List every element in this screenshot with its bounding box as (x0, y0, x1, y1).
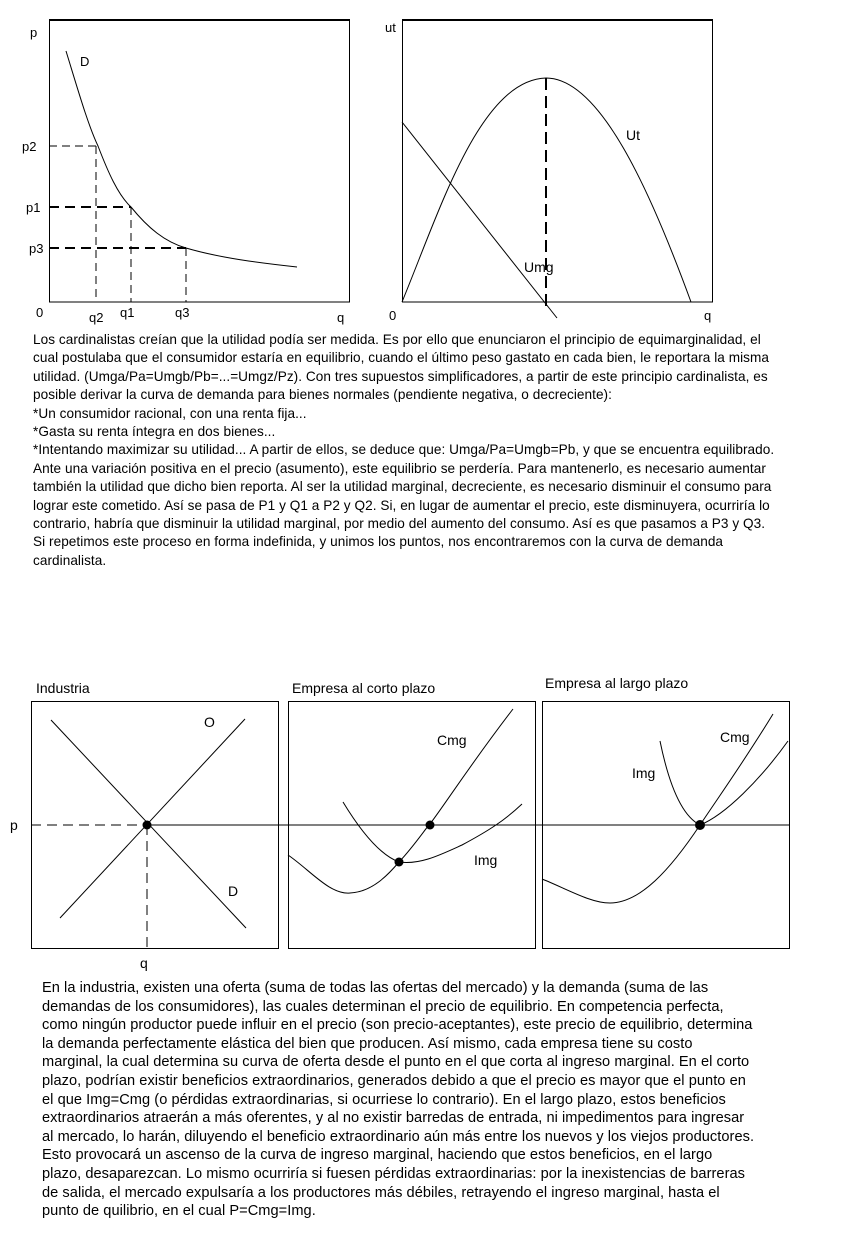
competition-charts (0, 665, 868, 975)
price-cmg-point (426, 821, 435, 830)
text-line: Si repetimos este proceso en forma indefinida, y unimos los puntos, nos encontraremos con la curva de demanda (33, 534, 724, 550)
cmg-label-long: Cmg (720, 729, 750, 745)
text-line: el que Img=Cmg (o pérdidas extraordinarias, si ocurriese lo contrario). En el largo plazo, estos beneficios (42, 1091, 726, 1108)
marginal-utility-line (402, 122, 557, 318)
img-label-short: Img (474, 852, 498, 868)
cmg-label-short: Cmg (437, 732, 467, 748)
text-line: Ante una variación positiva en el precio (asumento), este equilibrio se perdería. Para mantenerlo, es necesario aumentar (33, 460, 766, 476)
largo-plazo-title: Empresa al largo plazo (545, 675, 689, 691)
text-line: Esto provocará un ascenso de la curva de ingreso marginal, haciendo que estos beneficios, en el largo (42, 1147, 713, 1164)
supply-line (60, 719, 245, 918)
umg-label: Umg (524, 259, 554, 275)
text-line: extraordinarios atraerán a más oferentes, y al no existir barredas de entrada, ni impedimentos para ingresar (42, 1110, 745, 1127)
chart-frame (403, 20, 713, 302)
text-line: demandas de los consumidores), las cuales determinan el precio de equilibrio. En competencia perfecta, (42, 998, 724, 1015)
text-line: contrario, habría que disminuir la utilidad marginal, por medio del aumento del consumo. Así es que pasamos a P3 y Q3. (33, 516, 766, 532)
text-line: de salida, el mercado expulsaría a los productores más débiles, retrayendo el ingreso marginal, hasta el (42, 1184, 720, 1201)
long-run-equilibrium-point (695, 820, 705, 830)
text-line: *Gasta su renta íntegra en dos bienes... (33, 424, 276, 440)
utility-chart (0, 0, 868, 330)
p-label: p (10, 817, 18, 833)
x-axis-label: q (337, 310, 345, 325)
text-line: *Un consumidor racional, con una renta fija... (33, 405, 307, 421)
text-line: En la industria, existen una oferta (suma de todas las ofertas del mercado) y la demanda (suma de las (42, 980, 709, 996)
corto-plazo-title: Empresa al corto plazo (292, 680, 436, 696)
origin-label: 0 (389, 308, 397, 323)
text-line: plazo, desaparezcan. Lo mismo ocurriría si fuesen pérdidas extraordinarias: por la inexistencias de barreras (42, 1165, 746, 1182)
cardinalist-explanation-text (33, 331, 863, 570)
p1-label: p1 (26, 200, 41, 215)
y-axis-label: ut (385, 20, 396, 35)
p3-label: p3 (29, 241, 44, 256)
text-line: plazo, podrían existir beneficios extraordinarios, generados debido a que el precio es mayor que el punto en (42, 1072, 746, 1089)
perfect-competition-explanation-text (42, 979, 842, 1221)
q3-label: q3 (175, 305, 190, 320)
text-line: al mercado, lo harán, diluyendo el beneficio extraordinario aún más entre los nuevos y los viejos productores. (42, 1128, 755, 1145)
text-line: *Intentando maximizar su utilidad... A partir de ellos, se deduce que: Umga/Pa=Umgb=Pb, y que se encuentra equilibrado. (33, 442, 775, 458)
text-line: Los cardinalistas creían que la utilidad podía ser medida. Es por ello que enunciaron el principio de equimarginalidad, el (33, 332, 761, 347)
curve-d-label: D (80, 54, 90, 69)
text-line: marginal, la cual determina su curva de oferta desde el punto en el que corta al ingreso marginal. En el corto (42, 1054, 750, 1071)
o-label: O (204, 714, 215, 730)
text-line: posible derivar la curva de demanda para bienes normales (pendiente negativa, o decreciente): (33, 387, 612, 403)
industria-title: Industria (36, 680, 90, 696)
text-line: utilidad. (Umga/Pa=Umgb/Pb=...=Umgz/Pz). Con tres supuestos simplificadores, a partir de este principio cardinalista, es (33, 368, 768, 384)
text-line: lograr este cometido. Así se pasa de P1 y Q1 a P2 y Q2. Si, en lugar de aumentar el precio, este disminuyera, ocurriría lo (33, 497, 770, 513)
ut-label: Ut (626, 127, 640, 143)
y-axis-label: p (30, 25, 38, 40)
img-label-long: Img (632, 765, 656, 781)
text-line: cardinalista. (33, 552, 107, 568)
p2-label: p2 (22, 139, 37, 154)
x-axis-label: q (704, 308, 712, 323)
text-line: la demanda perfectamente elástica del bien que producen. Así mismo, cada empresa tiene su costo (42, 1035, 693, 1052)
q1-label: q1 (120, 305, 135, 320)
equilibrium-point (143, 821, 152, 830)
d-label: D (228, 883, 239, 899)
q2-label: q2 (89, 310, 104, 325)
text-line: como ningún productor puede influir en el precio (son precio-aceptantes), este precio de equilibrio, determina (42, 1017, 753, 1034)
origin-label: 0 (36, 305, 44, 320)
text-line: también la utilidad que dicho bien reporta. Al ser la utilidad marginal, decreciente, es necesario disminuir el consumo para (33, 479, 772, 495)
img-curve-long-run (660, 741, 788, 825)
text-line: cual postulaba que el consumidor estaría en equilibrio, cuando el último peso gastato en cada bien, le reportara la misma (33, 350, 770, 366)
img-cmg-point (395, 858, 404, 867)
q-label: q (140, 955, 148, 971)
text-line: punto de quilibrio, en el cual P=Cmg=Img. (42, 1203, 316, 1220)
